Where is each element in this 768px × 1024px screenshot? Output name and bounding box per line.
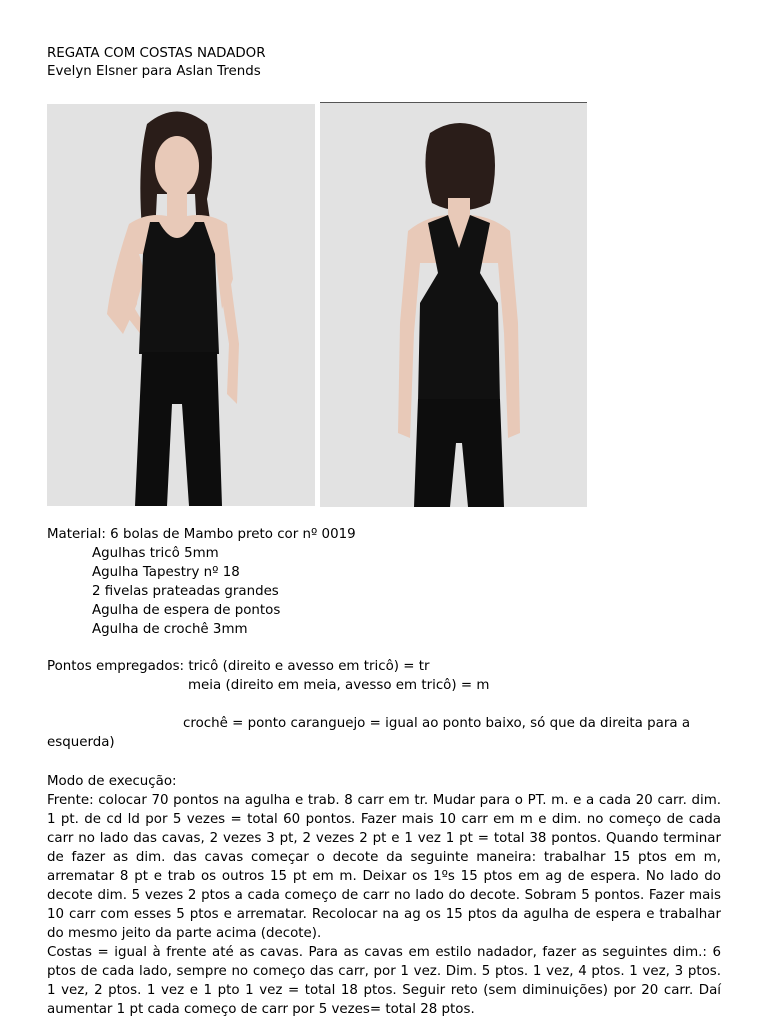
stitches-line: crochê = ponto caranguejo = igual ao ponto baixo, só que da direita para a <box>183 716 691 731</box>
material-item: Agulha de espera de pontos <box>92 603 281 618</box>
back-instructions: Costas = igual à frente até as cavas. Para as cavas em estilo nadador, fazer as seguintes dim.: 6 ptos de cada lado, sempre no começo das carr, por 1 vez. Dim. 5 ptos. 1 vez, 4 ptos. 1 vez, 3 ptos. 1 vez, 2 ptos. 1 vez e 1 pto 1 vez = total 18 ptos. Seguir reto (sem diminuições) por 20 carr. Daí aumentar 1 pt cada começo de carr por 5 vezes= total 28 ptos. <box>47 945 721 1017</box>
front-view-photo <box>47 104 315 506</box>
stitches-line: Pontos empregados: tricô (direito e avesso em tricô) = tr <box>47 659 430 674</box>
front-instructions: Frente: colocar 70 pontos na agulha e trab. 8 carr em tr. Mudar para o PT. m. e a cada 20 carr. dim. 1 pt. de cd ld por 5 vezes = total 60 pontos. Fazer mais 10 carr em m e dim. no começo de cada carr no lado das cavas, 2 vezes 3 pt, 2 vezes 2 pt e 1 vez 1 pt = total 38 pontos. Quando terminar de fazer as dim. das cavas começar o decote da seguinte maneira: trabalhar 15 ptos em m, arrematar 8 pt e trab os outros 15 pt em m. Deixar os 1ºs 15 ptos em ag de espera. No lado do decote dim. 5 vezes 2 ptos a cada começo de carr no lado do decote. Sobram 5 pontos. Fazer mais 10 carr com esses 5 ptos e arrematar. Recolocar na ag os 15 ptos da agulha de espera e trabalhar do mesmo jeito da parte acima (decote). <box>47 793 721 941</box>
document-author: Evelyn Elsner para Aslan Trends <box>47 64 261 79</box>
crochet-stitch <box>47 714 721 752</box>
material-item: Agulha Tapestry nº 18 <box>92 565 240 580</box>
material-item: Agulha de crochê 3mm <box>92 622 248 637</box>
stitches-section <box>47 657 721 695</box>
document-header <box>47 45 266 81</box>
material-item: 2 fivelas prateadas grandes <box>92 584 279 599</box>
back-view-photo <box>320 102 587 507</box>
execution-heading: Modo de execução: <box>47 774 177 789</box>
materials-line: Material: 6 bolas de Mambo preto cor nº 0019 <box>47 527 356 542</box>
material-item: Agulhas tricô 5mm <box>92 546 219 561</box>
stitches-line: meia (direito em meia, avesso em tricô) = m <box>188 678 490 693</box>
stitches-line: esquerda) <box>47 735 115 750</box>
execution-section <box>47 772 721 1019</box>
materials-section <box>47 525 721 639</box>
document-title: REGATA COM COSTAS NADADOR <box>47 46 266 61</box>
